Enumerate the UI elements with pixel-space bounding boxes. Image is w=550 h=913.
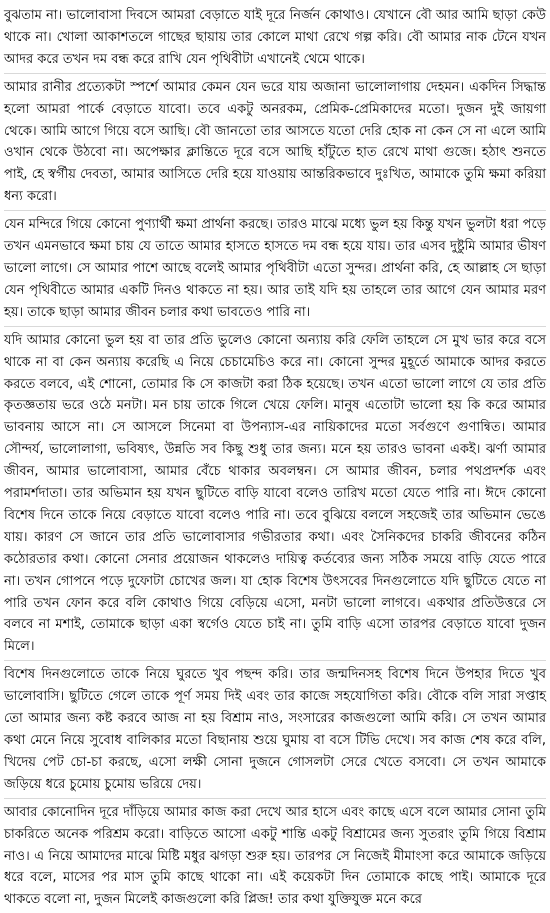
paragraph-4: যদি আমার কোনো ভুল হয় বা তার প্রতি ভুলেও কোনো অন্যায় করি ফেলি তাহলে সে মুখ ভার করে বসে থাকে না বা কেন অন্যায় করেছি এ নিয়ে চেচামেচিও করে না। কোনো সুন্দর মুহূর্তে আমাকে আদর করতে করতে বলবে, এই শোনো, তোমার কি সে কাজটা করা ঠিক হয়েছে। তখন এতো ভালো লাগে যে তার প্রতি কৃতজ্ঞতায় ভরে ওঠে মনটা। মন চায় তাকে গিলে খেয়ে ফেলি। মানুষ এতোটা ভালো হয় কি করে আমার ভাবনায় আসে না। সে আসলে সিনেমা বা উপন্যাস-এর নায়িকাদের মতো সর্বগুণে গুণান্বিত। আমার সৌন্দর্য, ভালোলাগা, ভবিষ্যৎ, উন্নতি সব কিছু শুধু তার জন্য। মনে হয় তারও ভাবনা একই। ঝর্ণা আমার জীবন, আমার ভালোবাসা, আমার বেঁচে থাকার অবলম্বন। সে আমার জীবন, চলার পথপ্রদর্শক এবং পরামর্শদাতা। তার অভিমান হয় যখন ছুটিতে বাড়ি যাবো বলেও তারিখ মতো যেতে পারি না। ঈদে কোনো বিশেষ দিনে তাকে নিয়ে বেড়াতে যাবো বলেও পারি না। তবে বুঝিয়ে বললে সহজেই তার অভিমান ভেঙে যায়। কারণ সে জানে তার প্রতি ভালোবাসার গভীরতার কথা। এবং সৈনিকদের চাকরি জীবনের কঠিন কঠোরতার কথা। কোনো সেনার প্রয়োজন থাকলেও দায়িত্ব কর্তব্যের জন্য সঠিক সময়ে বাড়ি যেতে পারে না। তখন গোপনে পড়ে দুফোটা চোখের জল। যা হোক বিশেষ উৎসবের দিনগুলোতে যদি ছুটিতে যেতে না পারি তখন ফোন করে বলি কোথাও গিয়ে বেড়িয়ে এসো, মনটা ভালো লাগবে। একথার প্রতিউত্তরে সে বলবে না মশাই, তোমাকে ছাড়া একা স্বর্গেও যেতে চাই না। তুমি বাড়ি এসো তারপর বেড়াতে যাবো দুজন মিলে। xyxy=(4,327,546,662)
paragraph-3: যেন মন্দিরে গিয়ে কোনো পুণ্যার্থী ক্ষমা প্রার্থনা করছে। তারও মাঝে মধ্যে ভুল হয় কিন্তু যখন ভুলটা ধরা পড়ে তখন এমনভাবে ক্ষমা চায় যে তাতে আমার হাসতে হাসতে দম বন্ধ হয়ে যায়। তার এসব দুষ্টুমি আমার ভীষণ ভালো লাগে। সে আমার পাশে আছে বলেই আমার পৃথিবীটা এতো সুন্দর। প্রার্থনা করি, হে আল্লাহ সে ছাড়া যেন পৃথিবীতে আমার একটি দিনও থাকতে না হয়। আর তাই যদি হয় তাহলে তার আগে যেন আমার মরণ হয়। তাকে ছাড়া আমার জীবন চলার কথা ভাবতেও পারি না। xyxy=(4,211,546,327)
paragraph-6: আবার কোনোদিন দূরে দাঁড়িয়ে আমার কাজ করা দেখে আর হাসে এবং কাছে এসে বলে আমার সোনা তুমি চাকরিতে অনেক পরিশ্রম করো। বাড়িতে আসো একটু শান্তি একটু বিশ্রামের জন্য সুতরাং তুমি গিয়ে বিশ্রাম নাও। এ নিয়ে আমাদের মাঝে মিষ্টি মধুর ঝগড়া শুরু হয়। তারপর সে নিজেই মীমাংসা করে আমাকে জড়িয়ে ধরে বলে, মাসের পর মাস তুমি কাছে থাকো না। এই কয়েকটা দিন তোমাকে কাছে পাই। আমাকে দূরে থাকতে বলো না, দুজন মিলেই কাজগুলো করি প্লিজ! তার কথা যুক্তিযুক্ত মনে করে xyxy=(4,804,546,908)
document-page xyxy=(4,2,546,913)
paragraph-1: বুঝতাম না। ভালোবাসা দিবসে আমরা বেড়াতে যাই দূরে নির্জন কোথাও। যেখানে বৌ আর আমি ছাড়া কেউ থাকে না। খোলা আকাশতলে গাছের ছায়ায় তার কোলে মাথা রেখে গল্প করি। বৌ আমার নাক টেনে যখন আদর করে তখন দম বন্ধ করে রাখি যেন পৃথিবীটা এখানেই থেমে থাকে। xyxy=(4,2,546,74)
paragraph-5: বিশেষ দিনগুলোতে তাকে নিয়ে ঘুরতে খুব পছন্দ করি। তার জন্মদিনসহ বিশেষ দিনে উপহার দিতে খুব ভালোবাসি। ছুটিতে গেলে তাকে পূর্ণ সময় দিই এবং তার কাজে সহযোগিতা করি। বৌকে বলি সারা সপ্তাহ তো আমার জন্য কষ্ট করবে আজ না হয় বিশ্রাম নাও, সংসারের কাজগুলো আমি করি। সে তখন আমার কথা মেনে নিয়ে সুবোধ বালিকার মতো বিছানায় শুয়ে ঘুমায় বা বসে টিভি দেখে। সব কাজ শেষ করে বলি, খিদেয় পেট চো-চা করছে, এসো লক্ষী সোনা দুজনে গোসলটা সেরে খেতে বসবো। সে তখন আমাকে জড়িয়ে ধরে চুমোয় চুমোয় ভরিয়ে দেয়। xyxy=(4,661,546,798)
paragraph-2: আমার রানীর প্রত্যেকটা স্পর্শে আমার কেমন যেন ভরে যায় অজানা ভালোলাগায় দেহমন। একদিন সিদ্ধান্ত হলো আমরা পার্কে বেড়াতে যাবো। তবে একটু অনরকম, প্রেমিক-প্রেমিকাদের মতো। দুজন দুই জায়গা থেকে। আমি আগে গিয়ে বসে আছি। বৌ জানতো তার আসতে যতো দেরি হোক না কেন সে না এলে আমি ওখান থেকে উঠবো না। অপেক্ষার ক্লান্তিতে দূরে বসে আছি হাঁটুতে হাত রেখে মাথা গুজে। হঠাৎ শুনতে পাই, হে স্বর্গীয় দেবতা, আমার আসিতে দেরি হয়ে যাওয়ায় আন্তরিকভাবে দুঃখিত, আমাকে তুমি ক্ষমা করিয়া ধন্য করো। xyxy=(4,74,546,211)
